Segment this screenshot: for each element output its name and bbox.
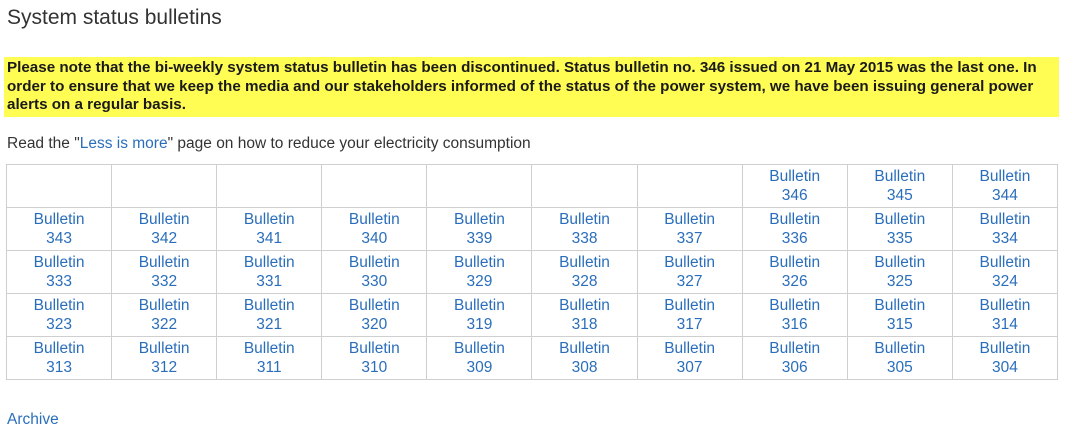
bulletin-cell [637, 251, 742, 294]
bulletin-number: 319 [466, 316, 493, 333]
bulletin-word: Bulletin [769, 297, 821, 314]
bulletin-link-321[interactable] [244, 296, 295, 334]
empty-cell [7, 165, 112, 208]
empty-cell [532, 165, 637, 208]
bulletin-link-331[interactable] [244, 253, 295, 291]
bulletin-link-317[interactable] [664, 296, 715, 334]
bulletin-link-312[interactable] [139, 339, 190, 377]
empty-cell [427, 165, 532, 208]
bulletin-cell [112, 294, 217, 337]
bulletin-number: 324 [991, 273, 1018, 290]
bulletin-number: 316 [781, 316, 808, 333]
bulletin-link-338[interactable] [559, 210, 610, 248]
bulletin-link-319[interactable] [454, 296, 505, 334]
bulletin-link-314[interactable] [980, 296, 1031, 334]
bulletin-cell [112, 251, 217, 294]
bulletin-cell [217, 208, 322, 251]
bulletins-row [7, 337, 1058, 380]
bulletin-link-341[interactable] [244, 210, 295, 248]
bulletin-link-344[interactable] [980, 167, 1031, 205]
less-is-more-link[interactable]: Less is more [79, 135, 168, 152]
bulletin-link-339[interactable] [454, 210, 505, 248]
bulletin-word: Bulletin [243, 211, 295, 228]
bulletin-word: Bulletin [348, 297, 400, 314]
bulletin-number: 346 [781, 187, 808, 204]
bulletin-cell [742, 337, 847, 380]
bulletin-link-305[interactable] [874, 339, 925, 377]
bulletin-cell [7, 208, 112, 251]
bulletin-cell [847, 251, 952, 294]
bulletin-number: 344 [991, 187, 1018, 204]
bulletin-link-316[interactable] [769, 296, 820, 334]
bulletin-number: 343 [46, 230, 72, 247]
bulletin-number: 321 [256, 316, 283, 333]
bulletin-number: 342 [151, 230, 178, 247]
bulletin-word: Bulletin [559, 254, 610, 271]
bulletin-number: 312 [151, 359, 178, 376]
bulletin-link-327[interactable] [664, 253, 715, 291]
bulletin-word: Bulletin [454, 254, 505, 271]
bulletin-word: Bulletin [33, 297, 85, 314]
bulletin-word: Bulletin [138, 254, 190, 271]
bulletin-word: Bulletin [874, 168, 926, 185]
bulletins-row [7, 165, 1058, 208]
bulletin-link-328[interactable] [559, 253, 610, 291]
bulletin-number: 340 [361, 230, 388, 247]
bulletins-row [7, 294, 1058, 337]
bulletin-link-326[interactable] [769, 253, 820, 291]
bulletin-number: 304 [991, 359, 1018, 376]
bulletin-cell [217, 294, 322, 337]
bulletin-word: Bulletin [33, 340, 85, 357]
bulletin-number: 322 [151, 316, 178, 333]
bulletin-number: 305 [886, 359, 913, 376]
discontinued-notice: Please note that the bi-weekly system status bulletin has been discontinued. Status bulletin no. 346 issued on 21 May 2015 was the last one. In order to ensure that we keep the media and our stakeholders informed of the status of the power system, we have been issuing general power alerts on a regular basis. [4, 57, 1059, 117]
bulletin-link-309[interactable] [454, 339, 505, 377]
bulletin-word: Bulletin [874, 340, 926, 357]
bulletin-word: Bulletin [769, 168, 821, 185]
bulletin-word: Bulletin [138, 297, 190, 314]
bulletin-word: Bulletin [559, 297, 610, 314]
bulletin-word: Bulletin [664, 340, 716, 357]
bulletin-word: Bulletin [769, 254, 821, 271]
bulletin-cell [952, 337, 1057, 380]
bulletin-cell [952, 165, 1057, 208]
bulletins-table [6, 164, 1058, 380]
bulletin-number: 315 [886, 316, 913, 333]
intro-suffix: " page on how to reduce your electricity consumption [167, 135, 531, 152]
bulletin-cell [322, 251, 427, 294]
bulletin-cell [532, 337, 637, 380]
bulletin-link-306[interactable] [769, 339, 820, 377]
bulletin-cell [427, 251, 532, 294]
bulletin-link-310[interactable] [349, 339, 400, 377]
bulletin-link-322[interactable] [139, 296, 190, 334]
bulletin-word: Bulletin [769, 340, 821, 357]
bulletin-number: 318 [571, 316, 598, 333]
bulletin-link-307[interactable] [664, 339, 715, 377]
bulletin-word: Bulletin [979, 211, 1031, 228]
bulletin-number: 345 [886, 187, 913, 204]
bulletin-cell [637, 208, 742, 251]
bulletin-number: 307 [676, 359, 703, 376]
archive-section [7, 410, 59, 430]
bulletin-link-311[interactable] [244, 339, 295, 377]
bulletin-cell [637, 294, 742, 337]
bulletin-link-308[interactable] [559, 339, 610, 377]
bulletin-word: Bulletin [559, 340, 610, 357]
bulletin-word: Bulletin [559, 211, 610, 228]
bulletin-number: 334 [991, 230, 1018, 247]
bulletin-link-334[interactable] [980, 210, 1031, 248]
bulletin-word: Bulletin [874, 254, 926, 271]
bulletin-cell [742, 208, 847, 251]
bulletin-number: 327 [676, 273, 703, 290]
bulletin-cell [427, 337, 532, 380]
empty-cell [112, 165, 217, 208]
page-title: System status bulletins [7, 6, 222, 29]
bulletin-number: 332 [151, 273, 178, 290]
bulletin-number: 317 [676, 316, 703, 333]
bulletin-number: 309 [466, 359, 493, 376]
bulletin-cell [322, 337, 427, 380]
bulletin-word: Bulletin [243, 340, 295, 357]
bulletin-link-337[interactable] [664, 210, 715, 248]
bulletin-cell [7, 337, 112, 380]
bulletin-word: Bulletin [348, 254, 400, 271]
bulletin-link-343[interactable] [34, 210, 85, 248]
bulletin-cell [532, 208, 637, 251]
bulletin-word: Bulletin [979, 340, 1031, 357]
bulletin-cell [742, 251, 847, 294]
bulletin-cell [952, 208, 1057, 251]
bulletin-number: 308 [571, 359, 598, 376]
bulletin-word: Bulletin [454, 211, 505, 228]
bulletin-cell [742, 294, 847, 337]
archive-link[interactable]: Archive [7, 411, 59, 428]
bulletin-cell [217, 251, 322, 294]
bulletin-word: Bulletin [979, 254, 1031, 271]
bulletins-row [7, 208, 1058, 251]
bulletin-cell [7, 251, 112, 294]
bulletin-number: 311 [256, 359, 282, 376]
bulletin-link-340[interactable] [349, 210, 400, 248]
bulletin-word: Bulletin [664, 211, 716, 228]
bulletin-cell [952, 294, 1057, 337]
bulletin-cell [322, 208, 427, 251]
bulletin-number: 313 [46, 359, 72, 376]
bulletin-word: Bulletin [454, 340, 505, 357]
bulletin-word: Bulletin [243, 297, 295, 314]
intro-text [7, 134, 531, 154]
bulletin-cell [847, 208, 952, 251]
bulletin-word: Bulletin [454, 297, 505, 314]
bulletin-number: 336 [781, 230, 808, 247]
bulletin-link-320[interactable] [349, 296, 400, 334]
bulletin-cell [427, 294, 532, 337]
bulletin-link-332[interactable] [139, 253, 190, 291]
intro-prefix: Read the " [7, 135, 80, 152]
bulletin-link-333[interactable] [34, 253, 85, 291]
bulletin-word: Bulletin [33, 254, 85, 271]
bulletin-link-318[interactable] [559, 296, 610, 334]
bulletin-number: 310 [361, 359, 388, 376]
bulletin-cell [847, 294, 952, 337]
bulletin-word: Bulletin [979, 168, 1031, 185]
bulletin-number: 335 [886, 230, 913, 247]
bulletin-cell [322, 294, 427, 337]
bulletin-word: Bulletin [979, 297, 1031, 314]
bulletin-number: 338 [571, 230, 598, 247]
bulletin-number: 339 [466, 230, 493, 247]
bulletin-cell [7, 294, 112, 337]
bulletin-number: 330 [361, 273, 388, 290]
bulletin-cell [742, 165, 847, 208]
bulletin-number: 337 [676, 230, 703, 247]
bulletin-cell [532, 294, 637, 337]
bulletin-number: 325 [886, 273, 913, 290]
bulletin-link-325[interactable] [874, 253, 925, 291]
bulletin-word: Bulletin [664, 297, 716, 314]
bulletin-link-323[interactable] [34, 296, 85, 334]
bulletin-word: Bulletin [138, 211, 190, 228]
bulletin-number: 323 [46, 316, 72, 333]
bulletins-table-body [7, 165, 1058, 380]
bulletin-link-315[interactable] [874, 296, 925, 334]
bulletin-cell [847, 337, 952, 380]
bulletin-cell [112, 337, 217, 380]
bulletin-link-335[interactable] [874, 210, 925, 248]
bulletins-row [7, 251, 1058, 294]
bulletin-number: 328 [571, 273, 598, 290]
bulletin-word: Bulletin [664, 254, 716, 271]
bulletin-number: 331 [256, 273, 283, 290]
bulletin-cell [427, 208, 532, 251]
bulletin-cell [952, 251, 1057, 294]
empty-cell [637, 165, 742, 208]
bulletin-number: 320 [361, 316, 388, 333]
bulletin-cell [217, 337, 322, 380]
bulletin-number: 341 [256, 230, 283, 247]
bulletin-word: Bulletin [874, 211, 926, 228]
empty-cell [217, 165, 322, 208]
bulletin-link-330[interactable] [349, 253, 400, 291]
bulletin-word: Bulletin [348, 340, 400, 357]
bulletin-number: 326 [781, 273, 808, 290]
bulletin-word: Bulletin [138, 340, 190, 357]
bulletin-number: 306 [781, 359, 808, 376]
bulletin-word: Bulletin [874, 297, 926, 314]
bulletin-word: Bulletin [33, 211, 85, 228]
bulletin-link-336[interactable] [769, 210, 820, 248]
bulletin-cell [532, 251, 637, 294]
bulletin-link-346[interactable] [769, 167, 820, 205]
bulletin-cell [112, 208, 217, 251]
bulletin-cell [847, 165, 952, 208]
bulletin-link-313[interactable] [34, 339, 85, 377]
bulletin-link-342[interactable] [139, 210, 190, 248]
bulletin-number: 314 [991, 316, 1018, 333]
bulletin-cell [637, 337, 742, 380]
bulletin-number: 333 [46, 273, 72, 290]
bulletin-link-345[interactable] [874, 167, 925, 205]
bulletin-word: Bulletin [243, 254, 295, 271]
empty-cell [322, 165, 427, 208]
bulletin-word: Bulletin [769, 211, 821, 228]
bulletin-link-329[interactable] [454, 253, 505, 291]
bulletin-link-304[interactable] [980, 339, 1031, 377]
bulletin-word: Bulletin [348, 211, 400, 228]
bulletin-link-324[interactable] [980, 253, 1031, 291]
bulletin-number: 329 [466, 273, 493, 290]
